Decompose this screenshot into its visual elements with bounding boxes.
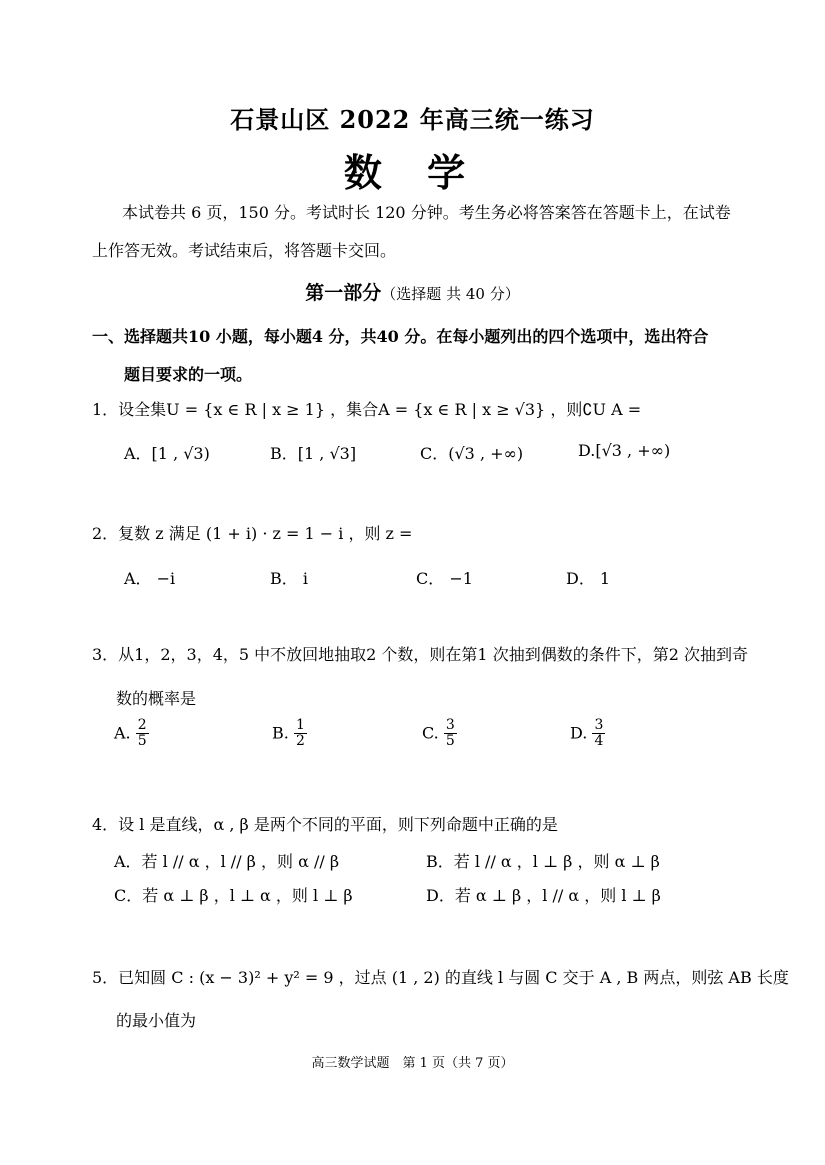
instructions-line-2: 题目要求的一项。 [124,365,253,384]
question-2-stem: 2．复数 z 满足 (1 + i) · z = 1 − i ，则 z = [92,524,413,543]
section-heading [0,278,825,305]
question-2-option-d: D． 1 [566,569,611,588]
question-4-option-b: B．若 l // α ，l ⊥ β ，则 α ⊥ β [426,852,660,871]
question-1-option-c: C．(√3 , +∞) [420,444,524,463]
denominator: 5 [137,733,147,750]
question-5-stem-line-1: 5．已知圆 C : (x − 3)² + y² = 9 ，过点 (1 , 2) 的直线 l 与圆 C 交于 A , B 两点，则弦 AB 长度 [92,968,789,987]
numerator: 1 [295,717,305,733]
question-2-option-c: C． −1 [416,569,473,588]
exam-title: 石景山区 2022 年高三统一练习 [230,105,595,134]
numerator: 2 [137,717,147,733]
page-footer: 高三数学试题 第 1 页（共 7 页） [311,1056,514,1071]
denominator: 5 [445,733,455,750]
question-2-option-b: B． i [270,569,308,588]
instructions-line-1: 一、选择题共10 小题，每小题4 分，共40 分。在每小题列出的四个选项中，选出符合 [92,327,709,346]
denominator: 2 [295,733,305,750]
question-4-stem: 4．设 l 是直线，α , β 是两个不同的平面，则下列命题中正确的是 [92,815,558,834]
question-3-stem-line-2: 数的概率是 [116,689,197,708]
intro-line-2: 上作答无效。考试结束后，将答题卡交回。 [92,241,397,260]
question-1-stem: 1．设全集U = {x ∈ R | x ≥ 1} ，集合A = {x ∈ R | x ≥ √3} ，则∁U A = [92,400,642,419]
denominator: 4 [594,733,604,750]
question-5-stem-line-2: 的最小值为 [116,1011,197,1030]
question-1-option-a: A．[1 , √3) [124,444,210,463]
numerator: 3 [594,717,604,733]
question-3-option-b [272,718,307,750]
question-3-option-c [422,718,457,750]
question-3-option-d [570,718,605,750]
option-label: C. [422,723,439,743]
section-note: （选择题 共 40 分） [381,285,520,303]
numerator: 3 [445,717,455,733]
question-4-option-d: D．若 α ⊥ β ，l // α ，则 l ⊥ β [426,886,661,905]
subject-title: 数 学 [343,150,482,195]
fraction [294,718,307,750]
question-4-option-a: A．若 l // α ，l // β ，则 α // β [114,852,340,871]
fraction [444,718,457,750]
question-1-option-b: B．[1 , √3] [270,444,357,463]
question-1-option-d: D.[√3 , +∞) [578,441,671,460]
option-label: B. [272,723,289,743]
option-label: A. [114,723,131,743]
option-label: D. [570,723,588,743]
fraction [136,718,149,750]
fraction [592,718,605,750]
section-title: 第一部分 [305,282,382,304]
intro-line-1: 本试卷共 6 页，150 分。考试时长 120 分钟。考生务必将答案答在答题卡上，在试卷 [122,203,731,222]
question-4-option-c: C．若 α ⊥ β ，l ⊥ α ，则 l ⊥ β [114,886,353,905]
question-3-option-a [114,718,149,750]
question-3-stem-line-1: 3．从1，2，3，4，5 中不放回地抽取2 个数，则在第1 次抽到偶数的条件下，第2 次抽到奇 [92,645,748,664]
question-2-option-a: A． −i [124,569,176,588]
